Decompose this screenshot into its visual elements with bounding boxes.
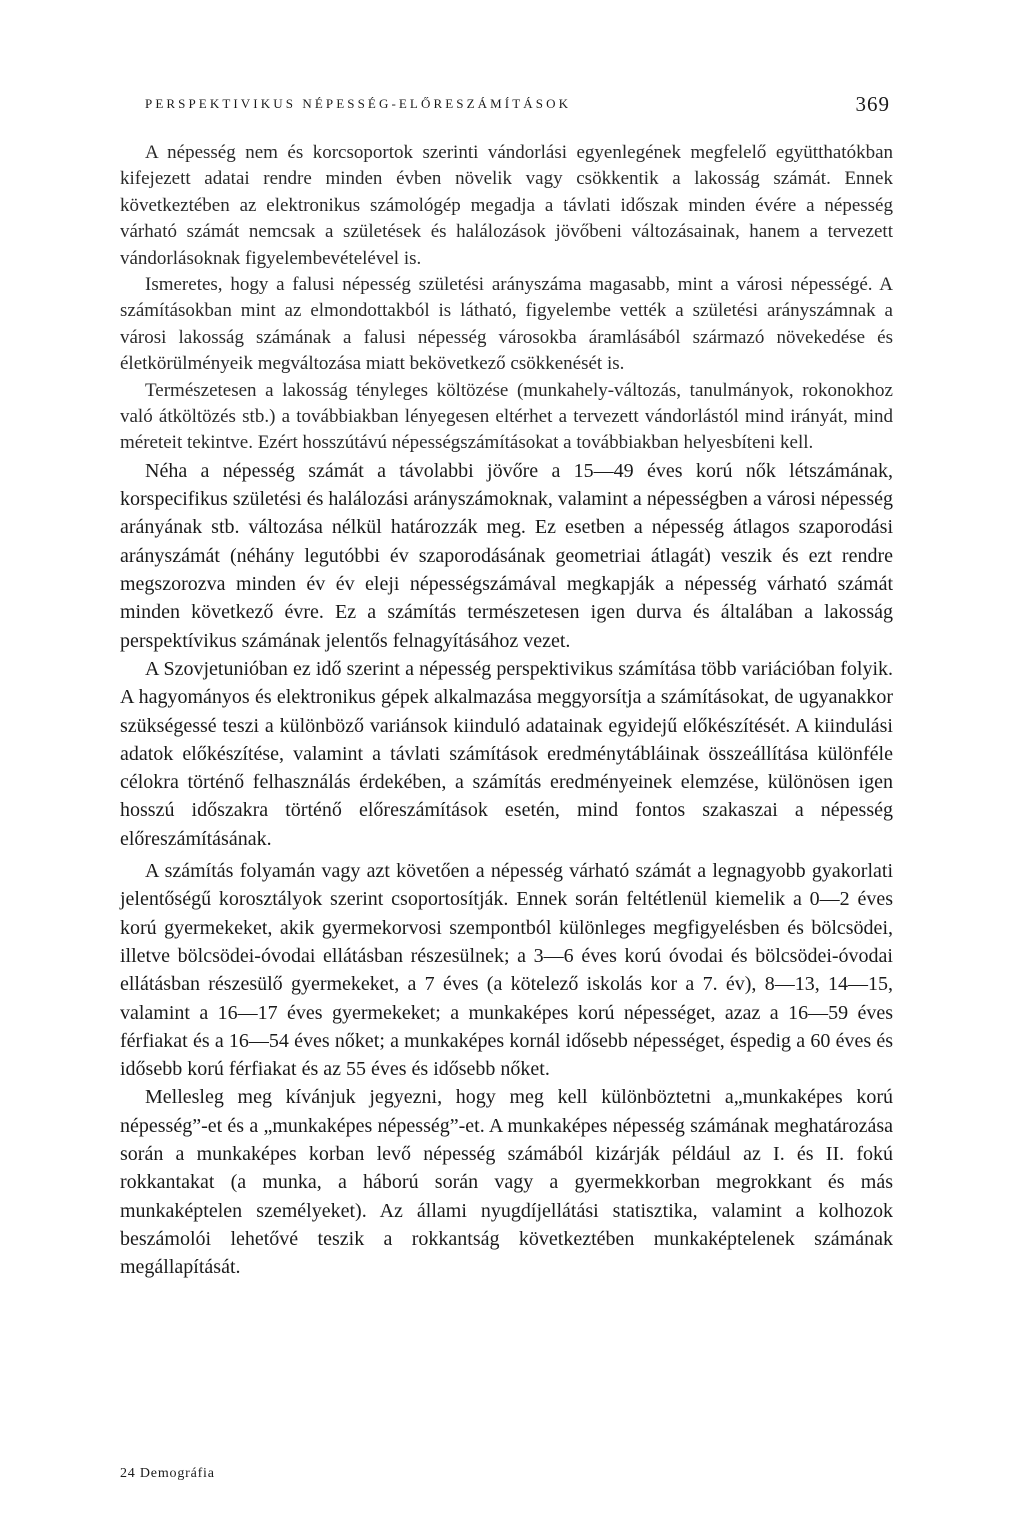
body-text [120, 140, 893, 1281]
running-title: PERSPEKTIVIKUS NÉPESSÉG-ELŐRESZÁMÍTÁSOK [145, 96, 572, 111]
page-number: 369 [855, 92, 890, 116]
paragraph-soviet-union-variants: A Szovjetunióban ez idő szerint a népesség perspektivikus számítása több variációban folyik. A hagyományos és elektronikus gépek alkalmazása meggyorsítja a számításokat, de ugyanakkor szükségessé teszi a különböző variánsok kiinduló adatainak egyidejű előkészítését. A kiindulási adatok előkészítése, valamint a távlati számítások eredménytábláinak összeállítása különféle célokra történő felhasználás érdekében, a számítás eredményeinek elemzése, különösen igen hosszú időszakra történő előreszámítások esetén, mind fontos szakaszai a népesség előreszámításának. [120, 657, 893, 850]
paragraph-rural-birth-rate: Ismeretes, hogy a falusi népesség születési arányszáma magasabb, mint a városi népességé. A számításokban mint az elmondottakból is látható, figyelembe vették a születési arányszámnak a városi lakosság számának a falusi népesség városokba áramlásából származó növekedése és életkörülményeik megváltozása miatt bekövetkező csökkenését is. [120, 274, 893, 375]
signature-mark: 24 Demográfia [120, 1466, 215, 1481]
paragraph-actual-migration: Természetesen a lakosság tényleges költözése (munkahely-változás, tanulmányok, rokonokhoz való átköltözés stb.) a továbbiakban lényegesen eltérhet a tervezett vándorlástól mind irányát, mind méreteit tekintve. Ezért hosszútávú népességszámításokat a továbbiakban helyesbíteni kell. [120, 379, 893, 454]
running-head [145, 92, 890, 122]
paragraph-age-groups: A számítás folyamán vagy azt követően a népesség várható számát a legnagyobb gyakorlati jelentőségű korosztályok szerint csoportosítják. Ennek során feltétlenül kiemelik a 0—2 éves korú gyermekeket, akik gyermekorvosi szempontból különleges megfigyelésben és bölcsödei, illetve bölcsödei-óvodai ellátásban részesülnek; a 3—6 éves korú óvodai és bölcsödei-óvodai ellátásban részesülő gyermekeket, a 7 éves (a kötelező iskolás kor a 7. év), 8—13, 14—15, valamint a 16—17 éves gyermekeket; a munkaképes korú népességet, azaz a 16—59 éves férfiakat és a 16—54 éves nőket; a munkaképes kornál idősebb népességet, éspedig a 60 éves és idősebb korú férfiakat és az 55 éves és idősebb nőket. [120, 860, 893, 1081]
paragraph-average-growth-rate: Néha a népesség számát a távolabbi jövőre a 15—49 éves korú nők létszámának, korspecifikus születési és halálozási arányszámoknak, valamint a népességben a városi népesség arányának stb. változása nélkül határozzák meg. Ez esetben a népesség átlagos szaporodási arányszámát (néhány legutóbbi év szaporodásának geometriai átlagát) veszik és ezt rendre megszorozva minden év év eleji népességszámával megkapják a népesség várható számát minden következő évre. Ez a számítás természetesen igen durva és általában a lakosság perspektívikus számának jelentős felnagyításához vezet. [120, 459, 893, 652]
paragraph-migration-balance: A népesség nem és korcsoportok szerinti vándorlási egyenlegének megfelelő együtthatókban kifejezett adatai rendre minden évben növelik vagy csökkentik a lakosság számát. Ennek következtében az elektronikus számológép megadja a távlati időszak minden évére a népesség várható számát nemcsak a születések és halálozások jövőbeni változásainak, hanem a tervezett vándorlásoknak figyelembevételével is. [120, 142, 893, 269]
paragraph-working-population: Mellesleg meg kívánjuk jegyezni, hogy meg kell különböztetni a„munkaképes korú népesség”-et és a „munkaképes népesség”-et. A munkaképes népesség számának meghatározása során a munkaképes korban levő népesség számából kizárják például az I. és II. fokú rokkantakat (a munka, a háború során vagy a gyermekkorban megrokkant és más munkaképtelen személyeket). Az állami nyugdíjellátási statisztika, valamint a kolhozok beszámolói lehetővé teszik a rokkantság következtében munkaképtelenek számának megállapítását. [120, 1086, 893, 1279]
